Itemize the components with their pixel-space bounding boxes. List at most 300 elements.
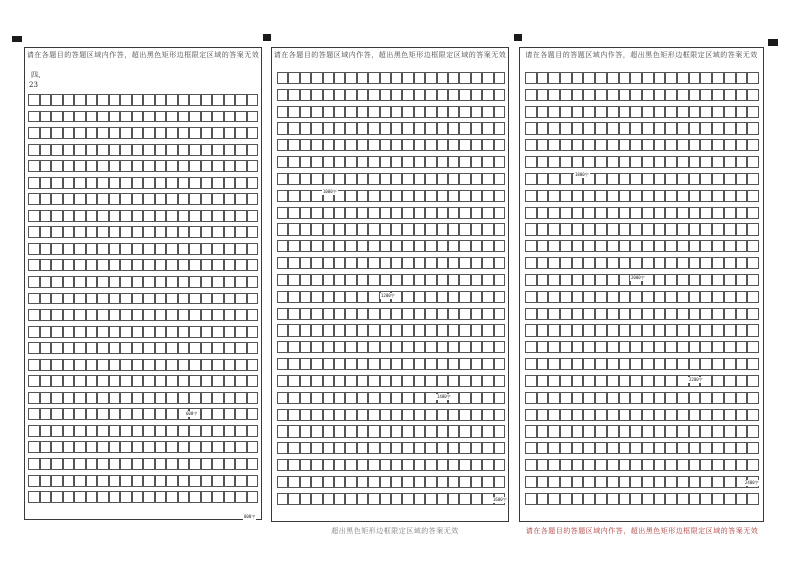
grid-cell[interactable]	[380, 358, 391, 370]
grid-cell[interactable]	[471, 324, 482, 336]
grid-cell[interactable]	[537, 493, 549, 505]
grid-cell[interactable]	[459, 257, 470, 269]
grid-cell[interactable]	[402, 324, 413, 336]
grid-cell[interactable]	[51, 475, 63, 487]
grid-cell[interactable]	[642, 425, 654, 437]
grid-cell[interactable]	[560, 72, 572, 84]
grid-cell[interactable]	[380, 122, 391, 134]
grid-cell[interactable]	[109, 127, 121, 139]
grid-cell[interactable]	[311, 240, 322, 252]
grid-cell[interactable]	[178, 441, 190, 453]
grid-cell[interactable]	[402, 341, 413, 353]
grid-cell[interactable]	[189, 491, 201, 503]
grid-cell[interactable]	[619, 156, 631, 168]
grid-cell[interactable]	[583, 106, 595, 118]
grid-cell[interactable]	[63, 160, 75, 172]
grid-cell[interactable]	[548, 207, 560, 219]
grid-cell[interactable]	[712, 257, 724, 269]
grid-cell[interactable]	[736, 89, 748, 101]
grid-cell[interactable]	[247, 127, 259, 139]
grid-cell[interactable]	[155, 193, 167, 205]
grid-cell[interactable]	[619, 308, 631, 320]
grid-cell[interactable]	[595, 425, 607, 437]
grid-cell[interactable]	[357, 240, 368, 252]
grid-cell[interactable]	[345, 240, 356, 252]
grid-cell[interactable]	[537, 223, 549, 235]
grid-cell[interactable]	[459, 207, 470, 219]
grid-cell[interactable]	[494, 459, 505, 471]
grid-cell[interactable]	[494, 240, 505, 252]
grid-cell[interactable]	[155, 326, 167, 338]
grid-cell[interactable]	[572, 190, 584, 202]
grid-cell[interactable]	[212, 193, 224, 205]
grid-cell[interactable]	[700, 223, 712, 235]
grid-cell[interactable]	[224, 475, 236, 487]
grid-cell[interactable]	[712, 409, 724, 421]
grid-cell[interactable]	[155, 127, 167, 139]
grid-cell[interactable]	[607, 106, 619, 118]
grid-cell[interactable]	[277, 442, 288, 454]
grid-cell[interactable]	[311, 476, 322, 488]
grid-cell[interactable]	[459, 240, 470, 252]
grid-cell[interactable]	[425, 392, 436, 404]
grid-cell[interactable]	[607, 274, 619, 286]
grid-cell[interactable]	[572, 459, 584, 471]
grid-cell[interactable]	[712, 106, 724, 118]
grid-cell[interactable]	[525, 392, 537, 404]
grid-cell[interactable]	[391, 190, 402, 202]
grid-cell[interactable]	[345, 72, 356, 84]
grid-cell[interactable]	[677, 291, 689, 303]
grid-cell[interactable]	[63, 94, 75, 106]
grid-cell[interactable]	[607, 122, 619, 134]
grid-cell[interactable]	[300, 156, 311, 168]
grid-cell[interactable]	[357, 341, 368, 353]
grid-cell[interactable]	[665, 476, 677, 488]
grid-cell[interactable]	[654, 425, 666, 437]
grid-cell[interactable]	[300, 207, 311, 219]
grid-cell[interactable]	[665, 173, 677, 185]
grid-cell[interactable]	[97, 144, 109, 156]
grid-cell[interactable]	[311, 308, 322, 320]
grid-cell[interactable]	[277, 72, 288, 84]
grid-cell[interactable]	[414, 139, 425, 151]
grid-cell[interactable]	[448, 156, 459, 168]
grid-cell[interactable]	[548, 308, 560, 320]
grid-cell[interactable]	[166, 408, 178, 420]
grid-cell[interactable]	[368, 223, 379, 235]
grid-cell[interactable]	[537, 190, 549, 202]
grid-cell[interactable]	[212, 441, 224, 453]
grid-cell[interactable]	[201, 491, 213, 503]
grid-cell[interactable]	[380, 324, 391, 336]
grid-cell[interactable]	[471, 223, 482, 235]
grid-cell[interactable]	[143, 210, 155, 222]
grid-cell[interactable]	[368, 425, 379, 437]
grid-cell[interactable]	[482, 173, 493, 185]
grid-cell[interactable]	[747, 459, 759, 471]
grid-cell[interactable]	[459, 409, 470, 421]
grid-cell[interactable]	[132, 226, 144, 238]
grid-cell[interactable]	[380, 173, 391, 185]
grid-cell[interactable]	[247, 226, 259, 238]
grid-cell[interactable]	[689, 240, 701, 252]
grid-cell[interactable]	[74, 111, 86, 123]
grid-cell[interactable]	[323, 89, 334, 101]
grid-cell[interactable]	[391, 493, 402, 505]
grid-cell[interactable]	[86, 309, 98, 321]
grid-cell[interactable]	[86, 210, 98, 222]
grid-cell[interactable]	[28, 210, 40, 222]
grid-cell[interactable]	[178, 210, 190, 222]
grid-cell[interactable]	[132, 94, 144, 106]
grid-cell[interactable]	[300, 375, 311, 387]
grid-cell[interactable]	[109, 475, 121, 487]
grid-cell[interactable]	[572, 156, 584, 168]
grid-cell[interactable]	[323, 72, 334, 84]
grid-cell[interactable]	[178, 94, 190, 106]
grid-cell[interactable]	[368, 392, 379, 404]
grid-cell[interactable]	[471, 392, 482, 404]
grid-cell[interactable]	[189, 441, 201, 453]
grid-cell[interactable]	[459, 493, 470, 505]
grid-cell[interactable]	[630, 106, 642, 118]
grid-cell[interactable]	[166, 226, 178, 238]
grid-cell[interactable]	[120, 160, 132, 172]
grid-cell[interactable]	[74, 475, 86, 487]
grid-cell[interactable]	[288, 375, 299, 387]
grid-cell[interactable]	[288, 341, 299, 353]
grid-cell[interactable]	[300, 106, 311, 118]
grid-cell[interactable]	[40, 293, 52, 305]
grid-cell[interactable]	[414, 106, 425, 118]
grid-cell[interactable]	[595, 223, 607, 235]
grid-cell[interactable]	[300, 409, 311, 421]
grid-cell[interactable]	[665, 324, 677, 336]
grid-cell[interactable]	[642, 139, 654, 151]
grid-cell[interactable]	[583, 392, 595, 404]
grid-cell[interactable]	[700, 308, 712, 320]
grid-cell[interactable]	[212, 293, 224, 305]
grid-cell[interactable]	[712, 493, 724, 505]
grid-cell[interactable]	[736, 156, 748, 168]
grid-cell[interactable]	[224, 177, 236, 189]
grid-cell[interactable]	[224, 259, 236, 271]
grid-cell[interactable]	[300, 476, 311, 488]
grid-cell[interactable]	[380, 72, 391, 84]
grid-cell[interactable]	[132, 392, 144, 404]
grid-cell[interactable]	[300, 425, 311, 437]
grid-cell[interactable]	[334, 240, 345, 252]
grid-cell[interactable]	[583, 223, 595, 235]
grid-cell[interactable]	[86, 243, 98, 255]
grid-cell[interactable]	[642, 476, 654, 488]
grid-cell[interactable]	[224, 226, 236, 238]
grid-cell[interactable]	[143, 293, 155, 305]
grid-cell[interactable]	[619, 409, 631, 421]
grid-cell[interactable]	[86, 144, 98, 156]
grid-cell[interactable]	[595, 476, 607, 488]
grid-cell[interactable]	[345, 358, 356, 370]
grid-cell[interactable]	[345, 223, 356, 235]
grid-cell[interactable]	[109, 293, 121, 305]
grid-cell[interactable]	[143, 226, 155, 238]
grid-cell[interactable]	[277, 308, 288, 320]
grid-cell[interactable]	[525, 139, 537, 151]
grid-cell[interactable]	[235, 111, 247, 123]
grid-cell[interactable]	[724, 324, 736, 336]
grid-cell[interactable]	[482, 341, 493, 353]
grid-cell[interactable]	[425, 493, 436, 505]
grid-cell[interactable]	[482, 308, 493, 320]
grid-cell[interactable]	[288, 72, 299, 84]
grid-cell[interactable]	[63, 458, 75, 470]
grid-cell[interactable]	[300, 459, 311, 471]
grid-cell[interactable]	[482, 139, 493, 151]
grid-cell[interactable]	[482, 274, 493, 286]
grid-cell[interactable]	[560, 425, 572, 437]
grid-cell[interactable]	[747, 156, 759, 168]
grid-cell[interactable]	[28, 326, 40, 338]
grid-cell[interactable]	[736, 358, 748, 370]
grid-cell[interactable]	[642, 190, 654, 202]
grid-cell[interactable]	[28, 342, 40, 354]
grid-cell[interactable]	[97, 342, 109, 354]
grid-cell[interactable]	[311, 190, 322, 202]
grid-cell[interactable]	[712, 274, 724, 286]
grid-cell[interactable]	[201, 458, 213, 470]
grid-cell[interactable]	[345, 476, 356, 488]
grid-cell[interactable]	[414, 425, 425, 437]
grid-cell[interactable]	[619, 341, 631, 353]
grid-cell[interactable]	[300, 72, 311, 84]
grid-cell[interactable]	[368, 409, 379, 421]
grid-cell[interactable]	[166, 359, 178, 371]
grid-cell[interactable]	[201, 408, 213, 420]
grid-cell[interactable]	[323, 257, 334, 269]
grid-cell[interactable]	[459, 476, 470, 488]
grid-cell[interactable]	[368, 358, 379, 370]
grid-cell[interactable]	[86, 111, 98, 123]
grid-cell[interactable]	[414, 375, 425, 387]
grid-cell[interactable]	[247, 359, 259, 371]
grid-cell[interactable]	[201, 475, 213, 487]
grid-cell[interactable]	[560, 308, 572, 320]
grid-cell[interactable]	[212, 243, 224, 255]
grid-cell[interactable]	[712, 308, 724, 320]
grid-cell[interactable]	[334, 425, 345, 437]
grid-cell[interactable]	[607, 291, 619, 303]
grid-cell[interactable]	[583, 476, 595, 488]
grid-cell[interactable]	[109, 491, 121, 503]
grid-cell[interactable]	[619, 476, 631, 488]
grid-cell[interactable]	[402, 476, 413, 488]
grid-cell[interactable]	[572, 122, 584, 134]
grid-cell[interactable]	[109, 441, 121, 453]
grid-cell[interactable]	[689, 341, 701, 353]
grid-cell[interactable]	[665, 156, 677, 168]
grid-cell[interactable]	[323, 375, 334, 387]
grid-cell[interactable]	[448, 425, 459, 437]
grid-cell[interactable]	[323, 240, 334, 252]
grid-cell[interactable]	[677, 459, 689, 471]
grid-cell[interactable]	[537, 375, 549, 387]
grid-cell[interactable]	[494, 358, 505, 370]
grid-cell[interactable]	[572, 106, 584, 118]
grid-cell[interactable]	[120, 342, 132, 354]
grid-cell[interactable]	[712, 459, 724, 471]
grid-cell[interactable]	[583, 409, 595, 421]
grid-cell[interactable]	[736, 392, 748, 404]
grid-cell[interactable]	[700, 156, 712, 168]
grid-cell[interactable]	[212, 491, 224, 503]
grid-cell[interactable]	[607, 358, 619, 370]
grid-cell[interactable]	[51, 94, 63, 106]
grid-cell[interactable]	[700, 173, 712, 185]
grid-cell[interactable]	[74, 160, 86, 172]
grid-cell[interactable]	[525, 89, 537, 101]
grid-cell[interactable]	[120, 475, 132, 487]
grid-cell[interactable]	[86, 342, 98, 354]
grid-cell[interactable]	[747, 358, 759, 370]
grid-cell[interactable]	[402, 173, 413, 185]
grid-cell[interactable]	[471, 493, 482, 505]
grid-cell[interactable]	[51, 491, 63, 503]
grid-cell[interactable]	[677, 173, 689, 185]
grid-cell[interactable]	[235, 425, 247, 437]
grid-cell[interactable]	[224, 160, 236, 172]
grid-cell[interactable]	[747, 106, 759, 118]
grid-cell[interactable]	[560, 223, 572, 235]
grid-cell[interactable]	[448, 476, 459, 488]
grid-cell[interactable]	[642, 156, 654, 168]
grid-cell[interactable]	[28, 144, 40, 156]
grid-cell[interactable]	[471, 308, 482, 320]
grid-cell[interactable]	[132, 111, 144, 123]
grid-cell[interactable]	[74, 359, 86, 371]
grid-cell[interactable]	[380, 476, 391, 488]
grid-cell[interactable]	[583, 156, 595, 168]
grid-cell[interactable]	[178, 375, 190, 387]
grid-cell[interactable]	[537, 324, 549, 336]
grid-cell[interactable]	[525, 425, 537, 437]
grid-cell[interactable]	[109, 177, 121, 189]
grid-cell[interactable]	[572, 72, 584, 84]
grid-cell[interactable]	[235, 375, 247, 387]
grid-cell[interactable]	[380, 493, 391, 505]
grid-cell[interactable]	[323, 156, 334, 168]
grid-cell[interactable]	[235, 127, 247, 139]
grid-cell[interactable]	[143, 111, 155, 123]
grid-cell[interactable]	[235, 326, 247, 338]
grid-cell[interactable]	[51, 392, 63, 404]
grid-cell[interactable]	[334, 358, 345, 370]
grid-cell[interactable]	[28, 375, 40, 387]
grid-cell[interactable]	[448, 291, 459, 303]
grid-cell[interactable]	[166, 458, 178, 470]
grid-cell[interactable]	[630, 493, 642, 505]
grid-cell[interactable]	[288, 223, 299, 235]
grid-cell[interactable]	[368, 308, 379, 320]
grid-cell[interactable]	[654, 223, 666, 235]
grid-cell[interactable]	[471, 89, 482, 101]
grid-cell[interactable]	[63, 226, 75, 238]
grid-cell[interactable]	[414, 207, 425, 219]
grid-cell[interactable]	[425, 72, 436, 84]
grid-cell[interactable]	[537, 341, 549, 353]
grid-cell[interactable]	[201, 309, 213, 321]
grid-cell[interactable]	[583, 139, 595, 151]
grid-cell[interactable]	[677, 341, 689, 353]
grid-cell[interactable]	[51, 276, 63, 288]
grid-cell[interactable]	[368, 291, 379, 303]
grid-cell[interactable]	[471, 425, 482, 437]
grid-cell[interactable]	[448, 122, 459, 134]
grid-cell[interactable]	[109, 392, 121, 404]
grid-cell[interactable]	[86, 475, 98, 487]
grid-cell[interactable]	[178, 111, 190, 123]
grid-cell[interactable]	[201, 210, 213, 222]
grid-cell[interactable]	[747, 392, 759, 404]
grid-cell[interactable]	[74, 342, 86, 354]
grid-cell[interactable]	[448, 72, 459, 84]
grid-cell[interactable]	[235, 458, 247, 470]
grid-cell[interactable]	[537, 409, 549, 421]
grid-cell[interactable]	[178, 276, 190, 288]
grid-cell[interactable]	[380, 156, 391, 168]
grid-cell[interactable]	[471, 341, 482, 353]
grid-cell[interactable]	[689, 72, 701, 84]
grid-cell[interactable]	[155, 94, 167, 106]
grid-cell[interactable]	[201, 94, 213, 106]
grid-cell[interactable]	[525, 442, 537, 454]
grid-cell[interactable]	[368, 274, 379, 286]
grid-cell[interactable]	[548, 392, 560, 404]
grid-cell[interactable]	[437, 425, 448, 437]
grid-cell[interactable]	[619, 89, 631, 101]
grid-cell[interactable]	[654, 274, 666, 286]
grid-cell[interactable]	[143, 309, 155, 321]
grid-cell[interactable]	[437, 106, 448, 118]
grid-cell[interactable]	[654, 375, 666, 387]
grid-cell[interactable]	[459, 274, 470, 286]
grid-cell[interactable]	[155, 375, 167, 387]
grid-cell[interactable]	[402, 459, 413, 471]
grid-cell[interactable]	[155, 226, 167, 238]
grid-cell[interactable]	[166, 177, 178, 189]
grid-cell[interactable]	[277, 257, 288, 269]
grid-cell[interactable]	[482, 156, 493, 168]
grid-cell[interactable]	[724, 257, 736, 269]
grid-cell[interactable]	[572, 358, 584, 370]
grid-cell[interactable]	[414, 493, 425, 505]
grid-cell[interactable]	[402, 240, 413, 252]
grid-cell[interactable]	[51, 375, 63, 387]
grid-cell[interactable]	[548, 106, 560, 118]
grid-cell[interactable]	[300, 274, 311, 286]
grid-cell[interactable]	[74, 425, 86, 437]
grid-cell[interactable]	[235, 160, 247, 172]
grid-cell[interactable]	[166, 441, 178, 453]
grid-cell[interactable]	[143, 259, 155, 271]
grid-cell[interactable]	[277, 291, 288, 303]
grid-cell[interactable]	[471, 139, 482, 151]
grid-cell[interactable]	[247, 342, 259, 354]
grid-cell[interactable]	[712, 72, 724, 84]
grid-cell[interactable]	[471, 409, 482, 421]
grid-cell[interactable]	[357, 223, 368, 235]
grid-cell[interactable]	[143, 243, 155, 255]
